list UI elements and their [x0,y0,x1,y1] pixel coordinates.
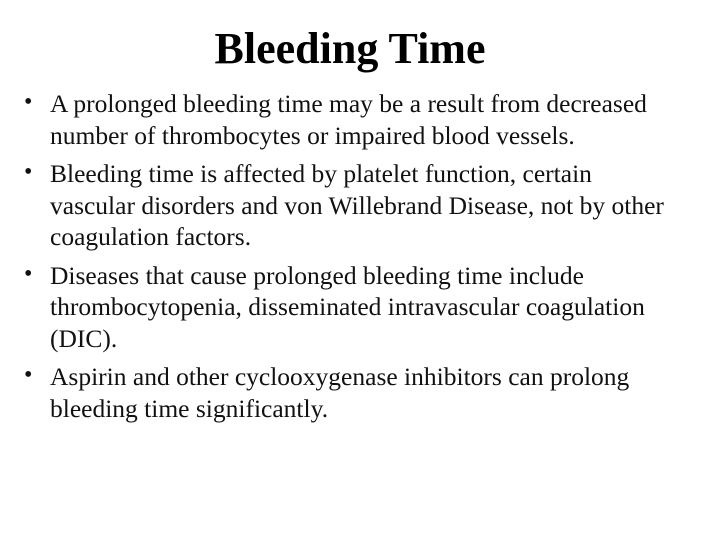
bullet-text: Diseases that cause prolonged bleeding time include thrombocytopenia, disseminated intravascular coagulation (DIC). [50,260,645,353]
bullet-dot-icon: • [24,362,33,388]
bullet-list [22,88,682,431]
bullet-dot-icon: • [24,159,33,185]
bullet-dot-icon: • [24,89,33,115]
bullet-text: Bleeding time is affected by platelet function, certain vascular disorders and von Willebrand Disease, not by other coagulation factors. [50,159,664,251]
bullet-text: Aspirin and other cyclooxygenase inhibitors can prolong bleeding time significantly. [50,362,630,423]
bullet-item [22,260,682,355]
bullet-item [22,361,682,424]
bullet-item [22,158,682,253]
bullet-dot-icon: • [24,260,33,287]
slide-title: Bleeding Time [214,24,486,73]
bullet-text: A prolonged bleeding time may be a result from decreased number of thrombocytes or impaired blood vessels. [50,89,647,150]
bullet-item [22,88,682,151]
